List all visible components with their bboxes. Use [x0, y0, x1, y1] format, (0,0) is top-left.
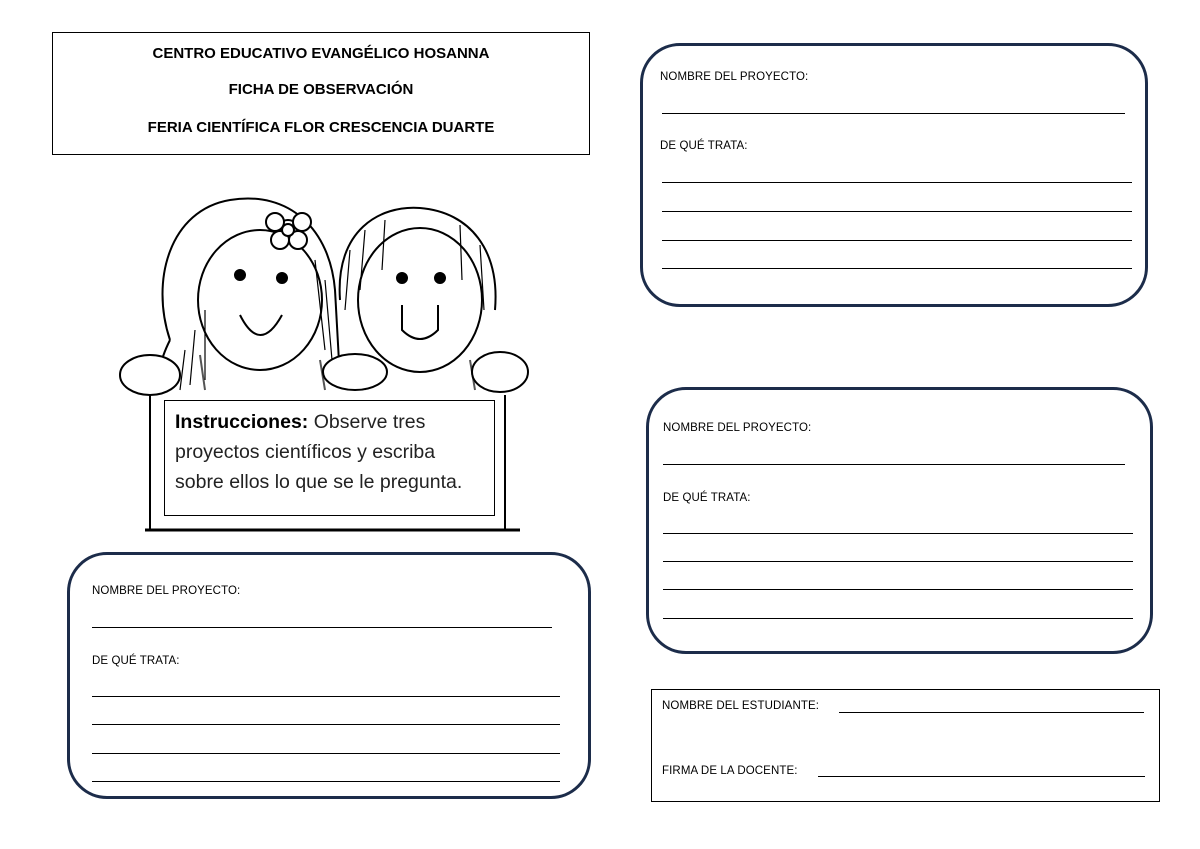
project-about-label: DE QUÉ TRATA:: [660, 140, 748, 152]
project-card-1: [640, 43, 1148, 307]
project-about-line[interactable]: [92, 696, 560, 697]
student-name-line[interactable]: [839, 712, 1144, 713]
project-card-3: [67, 552, 591, 799]
project-about-label: DE QUÉ TRATA:: [663, 492, 751, 504]
school-name: CENTRO EDUCATIVO EVANGÉLICO HOSANNA: [152, 45, 490, 62]
project-about-line[interactable]: [662, 182, 1132, 183]
project-about-line[interactable]: [92, 724, 560, 725]
instructions-box: [164, 400, 495, 516]
project-about-line[interactable]: [662, 211, 1132, 212]
instructions-line2: proyectos científicos y escriba: [175, 441, 436, 463]
instructions-heading: Instrucciones:: [175, 411, 309, 433]
project-about-line[interactable]: [92, 753, 560, 754]
project-card-2: [646, 387, 1153, 654]
project-about-line[interactable]: [663, 561, 1133, 562]
project-about-line[interactable]: [662, 240, 1132, 241]
project-about-line[interactable]: [663, 533, 1133, 534]
project-name-line[interactable]: [662, 113, 1125, 114]
project-about-line[interactable]: [663, 589, 1133, 590]
instructions-line1: Observe tres: [313, 411, 426, 433]
event-name: FERIA CIENTÍFICA FLOR CRESCENCIA DUARTE: [147, 119, 495, 136]
signature-box: [651, 689, 1160, 802]
header-box: [52, 32, 590, 155]
student-name-label: NOMBRE DEL ESTUDIANTE:: [662, 700, 820, 712]
project-name-label: NOMBRE DEL PROYECTO:: [663, 422, 812, 434]
project-name-line[interactable]: [663, 464, 1125, 465]
project-about-line[interactable]: [663, 618, 1133, 619]
instructions-line3: sobre ellos lo que se le pregunta.: [175, 471, 463, 493]
project-name-line[interactable]: [92, 627, 552, 628]
project-about-label: DE QUÉ TRATA:: [92, 655, 180, 667]
project-about-line[interactable]: [92, 781, 560, 782]
teacher-signature-label: FIRMA DE LA DOCENTE:: [662, 765, 798, 777]
form-title: FICHA DE OBSERVACIÓN: [228, 81, 414, 98]
project-about-line[interactable]: [662, 268, 1132, 269]
project-name-label: NOMBRE DEL PROYECTO:: [92, 585, 241, 597]
project-name-label: NOMBRE DEL PROYECTO:: [660, 71, 809, 83]
teacher-signature-line[interactable]: [818, 776, 1145, 777]
